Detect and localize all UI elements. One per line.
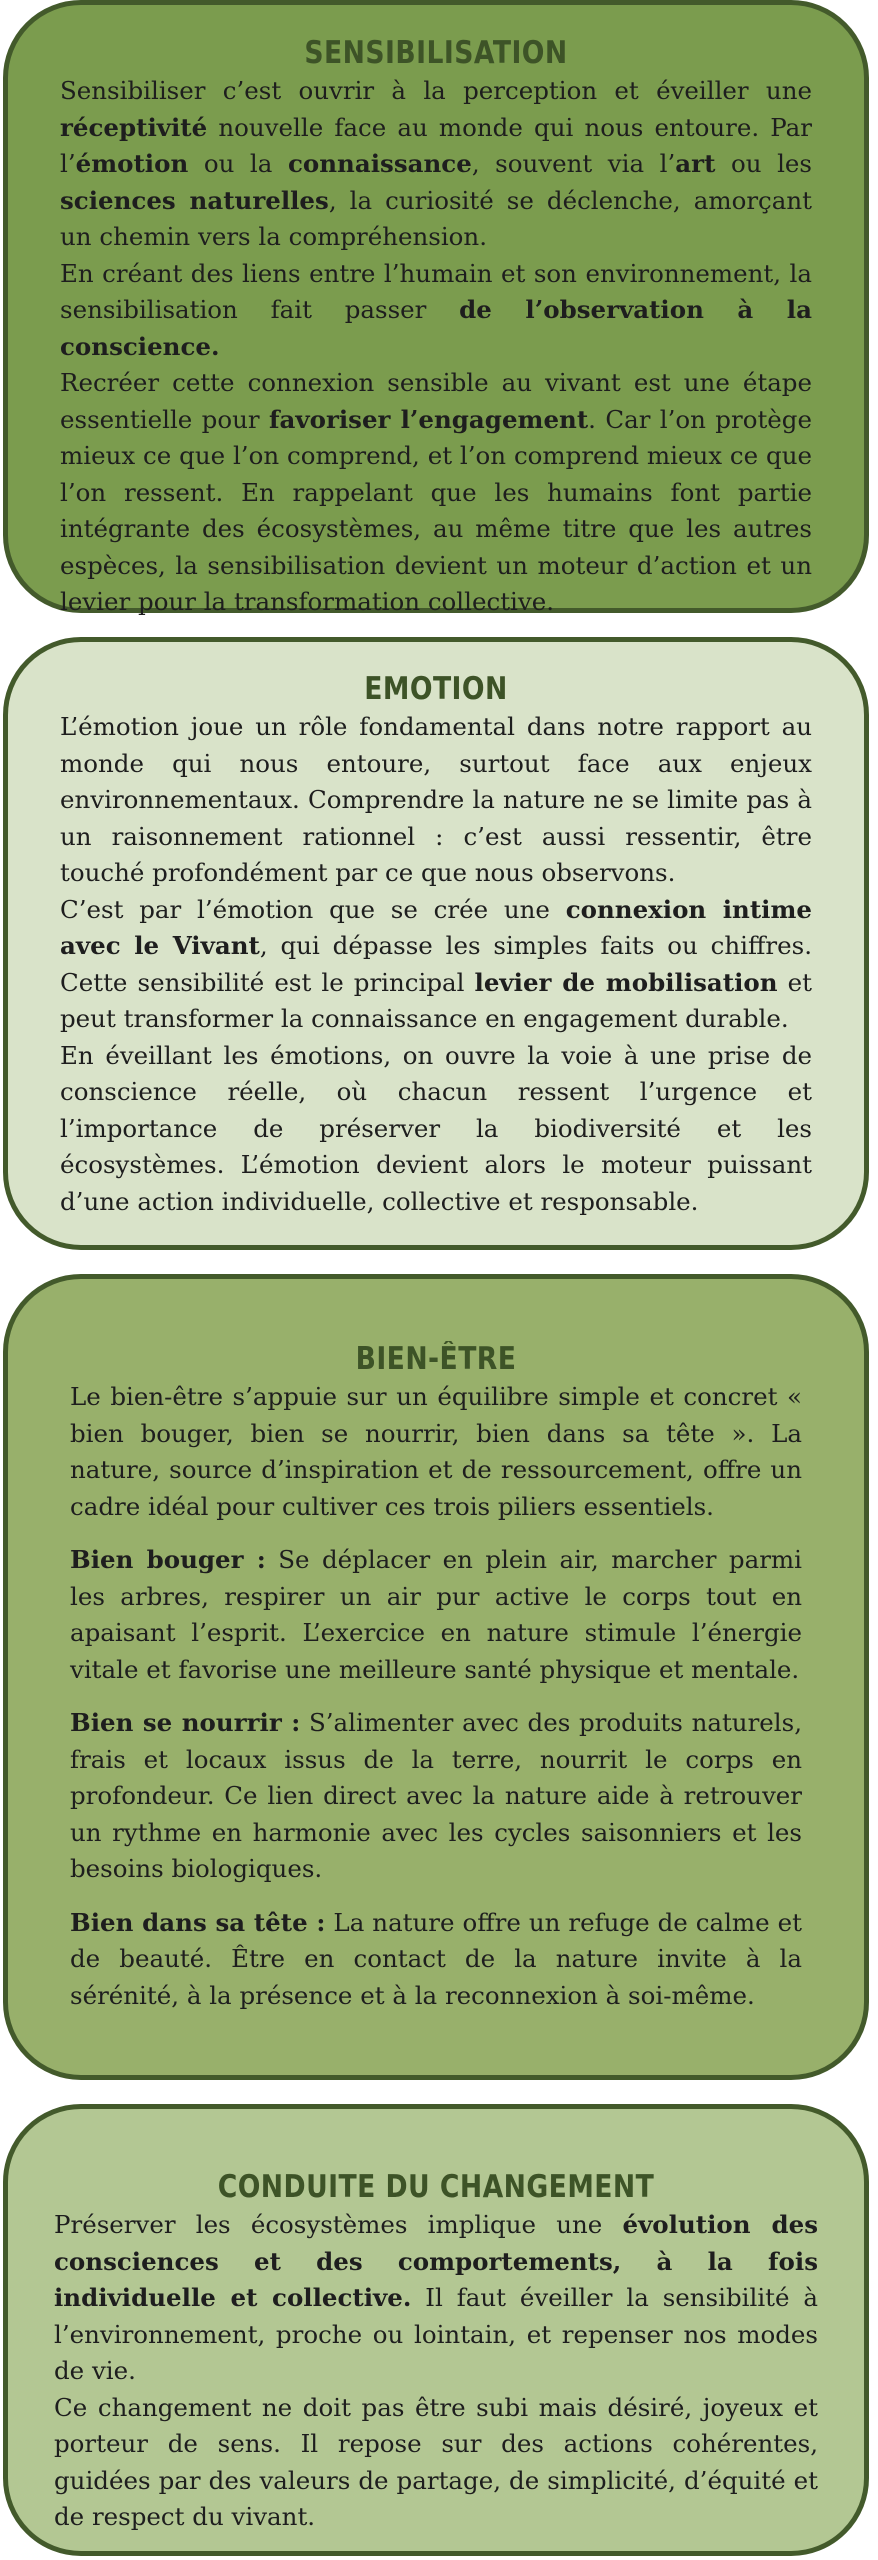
card-emotion xyxy=(3,637,869,1250)
bold-text: Bien se nourrir : xyxy=(70,1708,301,1737)
bold-text: levier de mobilisation xyxy=(474,967,778,997)
paragraph xyxy=(70,1542,802,1688)
text-run: S’alimenter avec des produits naturels, frais et locaux issus de la terre, nourrit le corps en profondeur. Ce lien direct avec la nature aide à retrouver un rythme en harmonie avec les cycles saisonniers et les besoins biologiques. xyxy=(70,1708,802,1883)
section-title: SENSIBILISATION xyxy=(304,35,568,71)
paragraph xyxy=(60,365,812,621)
bold-text: sciences naturelles xyxy=(60,185,329,215)
text-run: Le bien-être s’appuie sur un équilibre simple et concret « bien bouger, bien se nourrir, bien dans sa tête ». La nature, source d’inspiration et de ressourcement, offre un cadre idéal pour cultiver ces trois piliers essentiels. xyxy=(70,1382,802,1521)
section-body xyxy=(54,2207,818,2536)
bold-text: émotion xyxy=(75,149,189,178)
card-conduite-du-changement xyxy=(3,2104,869,2556)
text-run: Ce changement ne doit pas être subi mais désiré, joyeux et porteur de sens. Il repose sur des actions cohérentes, guidées par des valeurs de partage, de simplicité, d’équité et de respect du vivant. xyxy=(54,2392,818,2531)
section-title: CONDUITE DU CHANGEMENT xyxy=(217,2169,655,2205)
paragraph xyxy=(54,2390,818,2536)
section-body xyxy=(60,73,812,621)
bold-text: favoriser l’engagement xyxy=(268,404,589,434)
paragraph xyxy=(70,1379,802,1525)
text-run: nouvelle face au monde qui nous entoure. Par l’ xyxy=(60,112,812,178)
paragraph xyxy=(60,256,812,366)
text-run: . Car l’on protège mieux ce que l’on comprend, et l’on comprend mieux ce que l’on ressent. En rappelant que les humains font partie intégrante des écosystèmes, au même titre que les autres espèces, la sensibilisation devient un moteur d’action et un levier pour la transformation collective. xyxy=(60,404,812,616)
bold-text: Bien bouger : xyxy=(70,1545,266,1574)
text-run: En créant des liens entre l’humain et son environnement, la sensibilisation fait passer xyxy=(60,258,812,324)
bold-text: connaissance xyxy=(287,149,472,178)
text-run: et peut transformer la connaissance en engagement durable. xyxy=(60,967,812,1033)
text-run: , qui dépasse les simples faits ou chiffres. Cette sensibilité est le principal xyxy=(60,931,812,997)
bold-text: connexion intime avec le Vivant xyxy=(60,894,812,960)
text-run: Se déplacer en plein air, marcher parmi les arbres, respirer un air pur active le corps tout en apaisant l’esprit. L’exercice en nature stimule l’énergie vitale et favorise une meilleure santé physique et mentale. xyxy=(70,1545,803,1684)
text-run: ou la xyxy=(188,149,288,178)
text-run: Préserver les écosystèmes implique une xyxy=(54,2210,623,2239)
bold-text: réceptivité xyxy=(60,112,208,142)
paragraph xyxy=(60,892,812,1038)
bold-text: Bien dans sa tête : xyxy=(70,1907,326,1937)
bold-text: évolution des consciences et des comportements, à la fois individuelle et collective. xyxy=(54,2210,818,2312)
bold-text: art xyxy=(675,149,716,178)
section-title: EMOTION xyxy=(364,671,508,707)
paragraph xyxy=(70,1705,802,1888)
text-run: ou les xyxy=(715,149,812,178)
paragraph xyxy=(60,1038,812,1221)
section-body xyxy=(60,709,812,1220)
text-run: , la curiosité se déclenche, amorçant un chemin vers la compréhension. xyxy=(60,185,812,251)
paragraph xyxy=(70,1905,802,2015)
text-run: La nature offre un refuge de calme et de beauté. Être en contact de la nature invite à la sérénité, à la présence et à la reconnexion à soi-même. xyxy=(70,1907,802,2010)
text-run: L’émotion joue un rôle fondamental dans notre rapport au monde qui nous entoure, surtout face aux enjeux environnementaux. Comprendre la nature ne se limite pas à un raisonnement rationnel : c’est aussi ressentir, être touché profondément par ce que nous observons. xyxy=(60,712,812,887)
card-bien-etre xyxy=(3,1274,869,2080)
paragraph xyxy=(54,2207,818,2390)
text-run: Sensibiliser c’est ouvrir à la perception et éveiller une xyxy=(60,76,812,105)
paragraph xyxy=(60,73,812,256)
text-run: Recréer cette connexion sensible au vivant est une étape essentielle pour xyxy=(60,368,812,434)
card-sensibilisation xyxy=(3,0,869,616)
section-body xyxy=(70,1379,802,2014)
text-run: Il faut éveiller la sensibilité à l’environnement, proche ou lointain, et repenser nos modes de vie. xyxy=(54,2283,818,2385)
paragraph xyxy=(60,709,812,892)
text-run: , souvent via l’ xyxy=(471,149,676,178)
text-run: En éveillant les émotions, on ouvre la voie à une prise de conscience réelle, où chacun ressent l’urgence et l’importance de préserver la biodiversité et les écosystèmes. L’émotion devient alors le moteur puissant d’une action individuelle, collective et responsable. xyxy=(60,1040,812,1216)
bold-text: de l’observation à la conscience. xyxy=(60,295,812,361)
text-run: C’est par l’émotion que se crée une xyxy=(60,894,566,924)
section-title: BIEN-ÊTRE xyxy=(355,1341,517,1377)
